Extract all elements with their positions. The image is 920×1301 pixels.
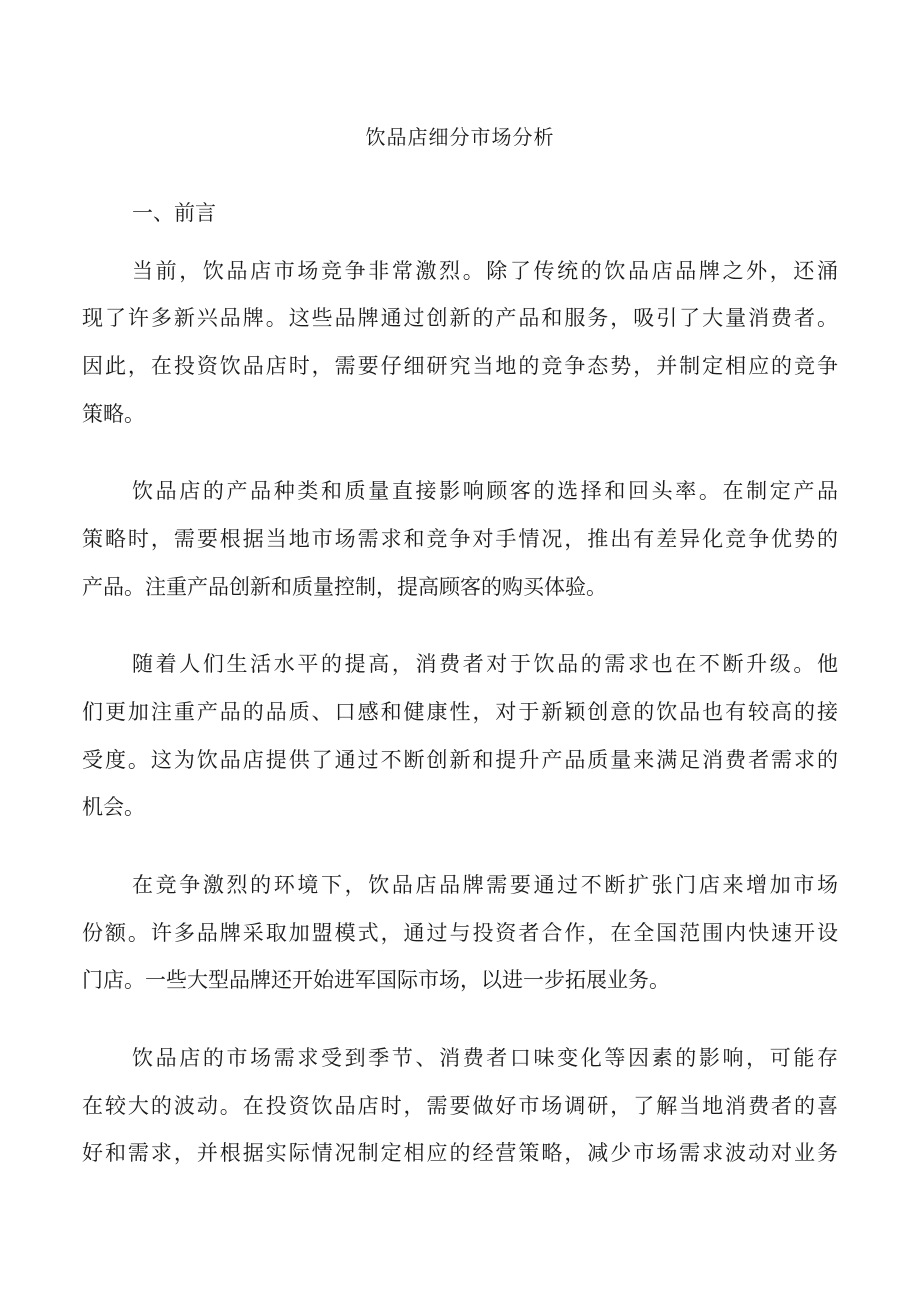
paragraph-line: 当前，饮品店市场竞争非常激烈。除了传统的饮品店品牌之外，还涌 bbox=[132, 259, 838, 283]
paragraph-line: 好和需求，并根据实际情况制定相应的经营策略，减少市场需求波动对业务 bbox=[82, 1141, 838, 1165]
paragraph-line: 在竞争激烈的环境下，饮品店品牌需要通过不断扩张门店来增加市场 bbox=[132, 873, 838, 897]
document-title: 饮品店细分市场分析 bbox=[365, 125, 555, 149]
paragraph-line: 策略时，需要根据当地市场需求和竞争对手情况，推出有差异化竞争优势的 bbox=[82, 527, 838, 551]
paragraph-line: 受度。这为饮品店提供了通过不断创新和提升产品质量来满足消费者需求的 bbox=[82, 748, 838, 772]
paragraph-line: 饮品店的产品种类和质量直接影响顾客的选择和回头率。在制定产品 bbox=[132, 479, 838, 503]
section-heading: 一、前言 bbox=[132, 201, 216, 225]
paragraph-line: 门店。一些大型品牌还开始进军国际市场，以进一步拓展业务。 bbox=[82, 968, 670, 992]
paragraph-line: 因此，在投资饮品店时，需要仔细研究当地的竞争态势，并制定相应的竞争 bbox=[82, 354, 838, 378]
paragraph-line: 策略。 bbox=[82, 402, 145, 426]
paragraph-line: 饮品店的市场需求受到季节、消费者口味变化等因素的影响，可能存 bbox=[132, 1046, 838, 1070]
paragraph-line: 产品。注重产品创新和质量控制，提高顾客的购买体验。 bbox=[82, 575, 607, 599]
paragraph-line: 在较大的波动。在投资饮品店时，需要做好市场调研，了解当地消费者的喜 bbox=[82, 1094, 838, 1118]
paragraph-line: 随着人们生活水平的提高，消费者对于饮品的需求也在不断升级。他 bbox=[132, 652, 838, 676]
paragraph-line: 们更加注重产品的品质、口感和健康性，对于新颖创意的饮品也有较高的接 bbox=[82, 700, 838, 724]
paragraph-line: 现了许多新兴品牌。这些品牌通过创新的产品和服务，吸引了大量消费者。 bbox=[82, 306, 838, 330]
paragraph-line: 份额。许多品牌采取加盟模式，通过与投资者合作，在全国范围内快速开设 bbox=[82, 921, 838, 945]
paragraph-line: 机会。 bbox=[82, 795, 145, 819]
